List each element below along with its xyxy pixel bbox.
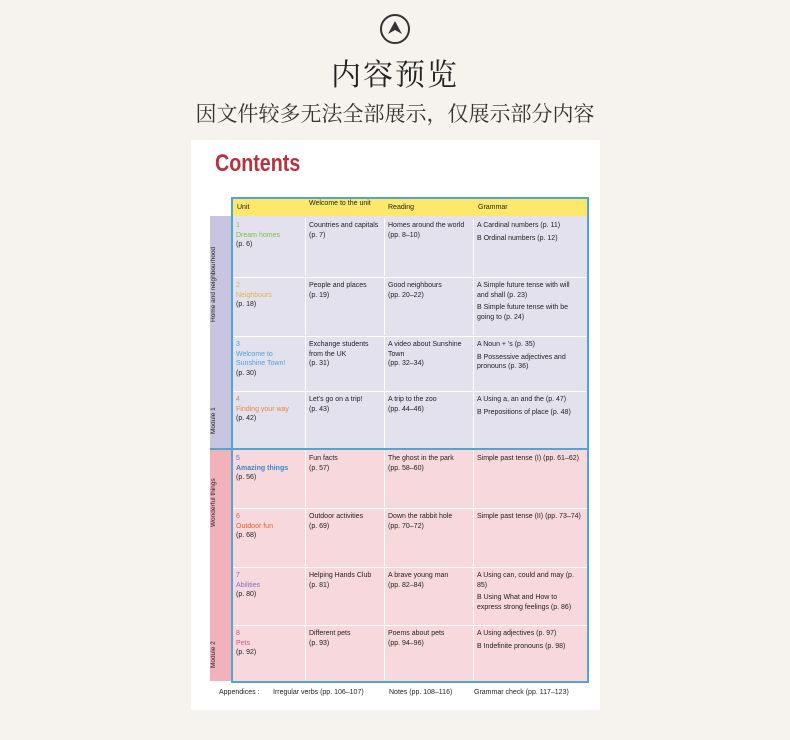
grammar-item: B Possessive adjectives and pronouns (p. 36) bbox=[477, 353, 566, 370]
grammar-item: A Simple future tense with will and shall (p. 23) bbox=[477, 282, 570, 299]
welcome-page: (p. 57) bbox=[309, 464, 330, 472]
reading-title: Down the rabbit hole bbox=[388, 513, 453, 520]
unit-title: Pets bbox=[236, 639, 251, 647]
module1-label: Module 1 bbox=[210, 407, 217, 435]
unit-number: 1 bbox=[236, 222, 240, 229]
unit-number: 6 bbox=[236, 513, 240, 520]
appendix-notes: Notes (pp. 108–116) bbox=[389, 689, 453, 696]
col-header-reading: Reading bbox=[388, 204, 415, 211]
up-arrow-icon bbox=[380, 14, 410, 44]
reading-title: Poems about pets bbox=[388, 630, 445, 637]
grammar-item: B Indefinite pronouns (p. 98) bbox=[477, 642, 566, 650]
appendix-grammar-check: Grammar check (pp. 117–123) bbox=[474, 689, 569, 696]
reading-title: Good neighbours bbox=[388, 282, 442, 289]
welcome-title: Countries and capitals bbox=[309, 222, 379, 229]
module1-band bbox=[210, 216, 231, 448]
unit-title: Amazing things bbox=[236, 464, 289, 472]
unit-title: Dream homes bbox=[236, 231, 280, 239]
grammar-item: B Ordinal numbers (p. 12) bbox=[477, 234, 558, 242]
unit-title: Welcome to Sunshine Town! bbox=[236, 350, 286, 367]
unit-number: 5 bbox=[236, 455, 240, 462]
grammar-item: B Prepositions of place (p. 48) bbox=[477, 408, 571, 416]
col-header-grammar: Grammar bbox=[478, 204, 508, 211]
page-title: 内容预览 bbox=[331, 58, 459, 93]
welcome-page: (p. 7) bbox=[309, 231, 326, 239]
appendices-label: Appendices : bbox=[219, 689, 260, 696]
unit-number: 4 bbox=[236, 396, 240, 403]
welcome-page: (p. 69) bbox=[309, 522, 330, 530]
reading-title: Homes around the world bbox=[388, 222, 465, 229]
welcome-page: (p. 19) bbox=[309, 291, 330, 299]
welcome-page: (p. 93) bbox=[309, 639, 330, 647]
unit-number: 8 bbox=[236, 630, 240, 637]
welcome-title: Exchange students from the UK bbox=[309, 341, 369, 358]
col-header-unit: Unit bbox=[237, 204, 250, 211]
unit-page: (p. 42) bbox=[236, 415, 257, 422]
grammar-item: A Noun + 's (p. 35) bbox=[477, 341, 535, 348]
unit-page: (p. 6) bbox=[236, 241, 253, 248]
grammar-item: A Using adjectives (p. 97) bbox=[477, 630, 557, 637]
module2-band bbox=[210, 450, 231, 681]
col-header-welcome: Welcome to the unit bbox=[309, 200, 371, 207]
appendices-footer bbox=[211, 686, 591, 702]
reading-title: A trip to the zoo bbox=[388, 396, 437, 403]
grammar-item: A Cardinal numbers (p. 11) bbox=[477, 222, 561, 229]
unit-page: (p. 18) bbox=[236, 301, 257, 308]
welcome-title: Outdoor activities bbox=[309, 513, 364, 520]
unit-title: Outdoor fun bbox=[236, 522, 273, 530]
reading-page: (pp. 70–72) bbox=[388, 522, 424, 530]
reading-page: (pp. 20–22) bbox=[388, 291, 424, 299]
contents-heading: Contents bbox=[215, 150, 301, 177]
module2-theme-label: Wonderful things bbox=[210, 478, 217, 528]
welcome-title: Fun facts bbox=[309, 455, 338, 462]
reading-page: (pp. 32–34) bbox=[388, 360, 424, 367]
reading-page: (pp. 82–84) bbox=[388, 581, 424, 589]
welcome-page: (p. 31) bbox=[309, 360, 330, 367]
welcome-page: (p. 81) bbox=[309, 581, 330, 589]
reading-page: (pp. 58–60) bbox=[388, 464, 424, 472]
unit-page: (p. 56) bbox=[236, 474, 257, 481]
grammar-item: A Using a, an and the (p. 47) bbox=[477, 396, 567, 403]
reading-title: A brave young man bbox=[388, 572, 449, 579]
unit-title: Finding your way bbox=[236, 405, 289, 413]
reading-page: (pp. 44–46) bbox=[388, 405, 424, 413]
welcome-title: People and places bbox=[309, 282, 367, 289]
welcome-title: Different pets bbox=[309, 630, 351, 637]
unit-number: 7 bbox=[236, 572, 240, 579]
welcome-page: (p. 43) bbox=[309, 405, 330, 413]
unit-title: Abilities bbox=[236, 581, 261, 589]
grammar-item: Simple past tense (I) (pp. 61–62) bbox=[477, 455, 579, 462]
unit-page: (p. 92) bbox=[236, 649, 257, 656]
book-page-image bbox=[191, 140, 600, 710]
reading-page: (pp. 8–10) bbox=[388, 231, 420, 239]
module1-theme-label: Home and neighbourhood bbox=[210, 246, 217, 322]
reading-title: The ghost in the park bbox=[388, 455, 454, 462]
welcome-title: Let's go on a trip! bbox=[309, 396, 363, 403]
welcome-title: Helping Hands Club bbox=[309, 572, 372, 579]
reading-page: (pp. 94–96) bbox=[388, 639, 424, 647]
unit-number: 2 bbox=[236, 282, 240, 289]
module2-label: Module 2 bbox=[210, 641, 217, 669]
page-subtitle: 因文件较多无法全部展示，仅展示部分内容 bbox=[195, 102, 595, 126]
grammar-item: A Using can, could and may (p. 85) bbox=[477, 572, 574, 589]
unit-number: 3 bbox=[236, 341, 240, 348]
grammar-item: Simple past tense (II) (pp. 73–74) bbox=[477, 513, 581, 520]
unit-page: (p. 30) bbox=[236, 369, 257, 377]
unit-page: (p. 68) bbox=[236, 532, 257, 539]
grammar-item: B Using What and How to express strong feelings (p. 86) bbox=[477, 594, 572, 611]
unit-title: Neighbours bbox=[236, 291, 272, 299]
reading-title: A video about Sunshine Town bbox=[388, 341, 462, 358]
unit-page: (p. 80) bbox=[236, 591, 257, 598]
appendix-irregular-verbs: Irregular verbs (pp. 106–107) bbox=[273, 689, 364, 696]
table-frame bbox=[231, 197, 589, 683]
grammar-item: B Simple future tense with be going to (p. 24) bbox=[477, 304, 569, 321]
